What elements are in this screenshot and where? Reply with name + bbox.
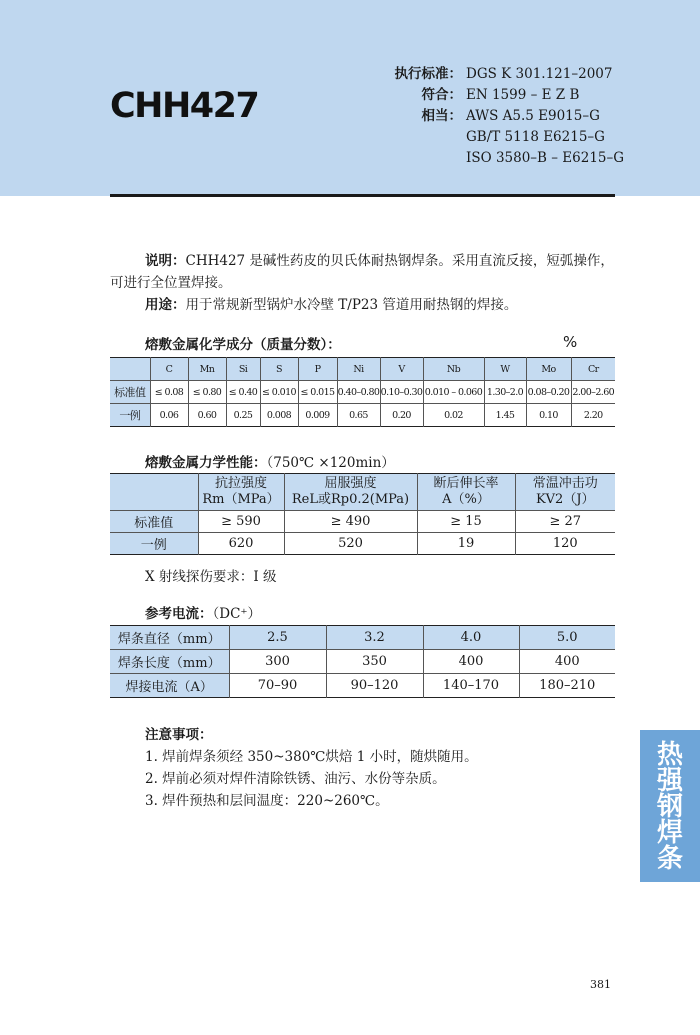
standard-value: GB/T 5118 E6215–G bbox=[466, 129, 605, 145]
chem-cell: 0.65 bbox=[337, 404, 380, 427]
mech-cell: ≥ 27 bbox=[515, 511, 615, 533]
current-cell: 4.0 bbox=[423, 626, 519, 650]
chem-header-cell: C bbox=[150, 358, 188, 381]
chem-header-cell bbox=[110, 358, 150, 381]
current-section-title: 参考电流：（DC⁺） bbox=[145, 606, 262, 622]
note-item: 2. 焊前必须对焊件清除铁锈、油污、水份等杂质。 bbox=[145, 771, 446, 787]
mech-header-cell: 断后伸长率 A（%） bbox=[417, 474, 515, 511]
chem-header-cell: Mo bbox=[526, 358, 571, 381]
chem-cell: 0.008 bbox=[260, 404, 298, 427]
current-row-diameter bbox=[110, 626, 615, 650]
chem-cell: 0.10–0.30 bbox=[380, 381, 423, 404]
standards-block bbox=[388, 64, 624, 169]
chem-cell: 0.010 – 0.060 bbox=[423, 381, 484, 404]
chem-header-cell: Si bbox=[226, 358, 260, 381]
chem-header-cell: V bbox=[380, 358, 423, 381]
standard-key: 执行标准： bbox=[394, 66, 462, 82]
current-cell: 5.0 bbox=[519, 626, 615, 650]
current-cell: 2.5 bbox=[229, 626, 326, 650]
standard-row bbox=[388, 148, 624, 169]
current-cell: 70–90 bbox=[229, 674, 326, 698]
chem-header-row bbox=[110, 358, 615, 381]
note-item: 1. 焊前焊条须经 350~380℃烘焙 1 小时，随烘随用。 bbox=[145, 749, 478, 765]
current-cell: 400 bbox=[519, 650, 615, 674]
chem-cell: 0.40–0.80 bbox=[337, 381, 380, 404]
chem-header-cell: Ni bbox=[337, 358, 380, 381]
chem-cell: 0.60 bbox=[188, 404, 226, 427]
chem-cell: 0.009 bbox=[298, 404, 337, 427]
description-text: CHH427 是碱性药皮的贝氏体耐热钢焊条。采用直流反接，短弧操作，可进行全位置焊接。 bbox=[110, 253, 614, 291]
chem-unit: % bbox=[563, 333, 578, 351]
mech-condition: （750℃ ×120min） bbox=[266, 455, 395, 471]
chem-header-cell: Cr bbox=[571, 358, 615, 381]
standard-value: AWS A5.5 E9015–G bbox=[466, 108, 600, 124]
standard-row bbox=[388, 127, 624, 148]
chem-cell: 2.20 bbox=[571, 404, 615, 427]
mech-cell: 620 bbox=[198, 533, 284, 555]
current-cell: 350 bbox=[326, 650, 423, 674]
chem-row-example bbox=[110, 404, 615, 427]
product-code: CHH427 bbox=[110, 86, 259, 126]
mech-table bbox=[110, 473, 615, 555]
mech-header-row bbox=[110, 474, 615, 511]
standard-value: EN 1599 – E Z B bbox=[466, 87, 580, 103]
chem-cell: ≤ 0.08 bbox=[150, 381, 188, 404]
usage-paragraph bbox=[110, 294, 615, 316]
standard-value: DGS K 301.121–2007 bbox=[466, 66, 613, 82]
mech-cell: ≥ 590 bbox=[198, 511, 284, 533]
description-paragraph bbox=[110, 250, 615, 294]
chem-header-cell: Mn bbox=[188, 358, 226, 381]
current-cell: 焊条长度（mm） bbox=[110, 650, 229, 674]
xray-requirement: X 射线探伤要求：I 级 bbox=[145, 569, 277, 585]
mech-header-cell: 抗拉强度 Rm（MPa） bbox=[198, 474, 284, 511]
current-cell: 3.2 bbox=[326, 626, 423, 650]
chem-cell: ≤ 0.80 bbox=[188, 381, 226, 404]
usage-label: 用途： bbox=[145, 297, 186, 313]
standard-key: 相当： bbox=[421, 108, 462, 124]
mech-cell: 一例 bbox=[110, 533, 198, 555]
mech-header-cell: 屈服强度 ReL或Rp0.2(MPa) bbox=[284, 474, 417, 511]
category-label: 热强钢焊条 bbox=[656, 740, 683, 874]
chem-cell: 0.25 bbox=[226, 404, 260, 427]
current-polarity: （DC⁺） bbox=[212, 606, 262, 622]
chem-cell: ≤ 0.015 bbox=[298, 381, 337, 404]
current-cell: 90–120 bbox=[326, 674, 423, 698]
chem-header-cell: W bbox=[484, 358, 526, 381]
standard-row bbox=[388, 64, 624, 85]
chem-cell: 2.00–2.60 bbox=[571, 381, 615, 404]
header-rule bbox=[110, 194, 615, 197]
chem-cell: ≤ 0.40 bbox=[226, 381, 260, 404]
notes-section bbox=[145, 724, 478, 812]
page-number: 381 bbox=[590, 978, 611, 991]
chem-cell: ≤ 0.010 bbox=[260, 381, 298, 404]
mech-cell: 标准值 bbox=[110, 511, 198, 533]
current-cell: 300 bbox=[229, 650, 326, 674]
mech-cell: ≥ 15 bbox=[417, 511, 515, 533]
mech-header-cell: 常温冲击功 KV2（J） bbox=[515, 474, 615, 511]
mech-header-cell bbox=[110, 474, 198, 511]
category-side-tab bbox=[640, 730, 700, 882]
chem-cell: 标准值 bbox=[110, 381, 150, 404]
current-cell: 400 bbox=[423, 650, 519, 674]
chem-cell: 一例 bbox=[110, 404, 150, 427]
chem-row-standard bbox=[110, 381, 615, 404]
current-cell: 焊条直径（mm） bbox=[110, 626, 229, 650]
usage-text: 用于常规新型锅炉水冷壁 T/P23 管道用耐热钢的焊接。 bbox=[185, 297, 518, 313]
chem-table bbox=[110, 357, 615, 427]
chem-header-cell: Nb bbox=[423, 358, 484, 381]
mech-section-title: 熔敷金属力学性能：（750℃ ×120min） bbox=[145, 455, 395, 471]
current-row-length bbox=[110, 650, 615, 674]
current-cell: 180–210 bbox=[519, 674, 615, 698]
mech-cell: 19 bbox=[417, 533, 515, 555]
standard-key: 符合： bbox=[421, 87, 462, 103]
notes-title: 注意事项： bbox=[145, 727, 213, 743]
mech-cell: ≥ 490 bbox=[284, 511, 417, 533]
current-cell: 焊接电流（A） bbox=[110, 674, 229, 698]
chem-cell: 0.08–0.20 bbox=[526, 381, 571, 404]
note-item: 3. 焊件预热和层间温度：220~260℃。 bbox=[145, 793, 389, 809]
chem-cell: 1.45 bbox=[484, 404, 526, 427]
chem-header-cell: P bbox=[298, 358, 337, 381]
current-table bbox=[110, 625, 615, 698]
chem-cell: 0.10 bbox=[526, 404, 571, 427]
standard-key bbox=[388, 148, 462, 169]
current-cell: 140–170 bbox=[423, 674, 519, 698]
standard-row bbox=[388, 85, 624, 106]
current-row-amperage bbox=[110, 674, 615, 698]
mech-row-standard bbox=[110, 511, 615, 533]
chem-cell: 0.02 bbox=[423, 404, 484, 427]
chem-cell: 0.20 bbox=[380, 404, 423, 427]
mech-cell: 520 bbox=[284, 533, 417, 555]
chem-section-title: 熔敷金属化学成分（质量分数）： bbox=[145, 337, 341, 353]
chem-cell: 0.06 bbox=[150, 404, 188, 427]
standard-value: ISO 3580–B – E6215–G bbox=[466, 150, 625, 166]
description-label: 说明： bbox=[145, 253, 186, 269]
chem-header-cell: S bbox=[260, 358, 298, 381]
chem-cell: 1.30–2.0 bbox=[484, 381, 526, 404]
standard-row bbox=[388, 106, 624, 127]
mech-row-example bbox=[110, 533, 615, 555]
mech-cell: 120 bbox=[515, 533, 615, 555]
standard-key bbox=[388, 127, 462, 148]
